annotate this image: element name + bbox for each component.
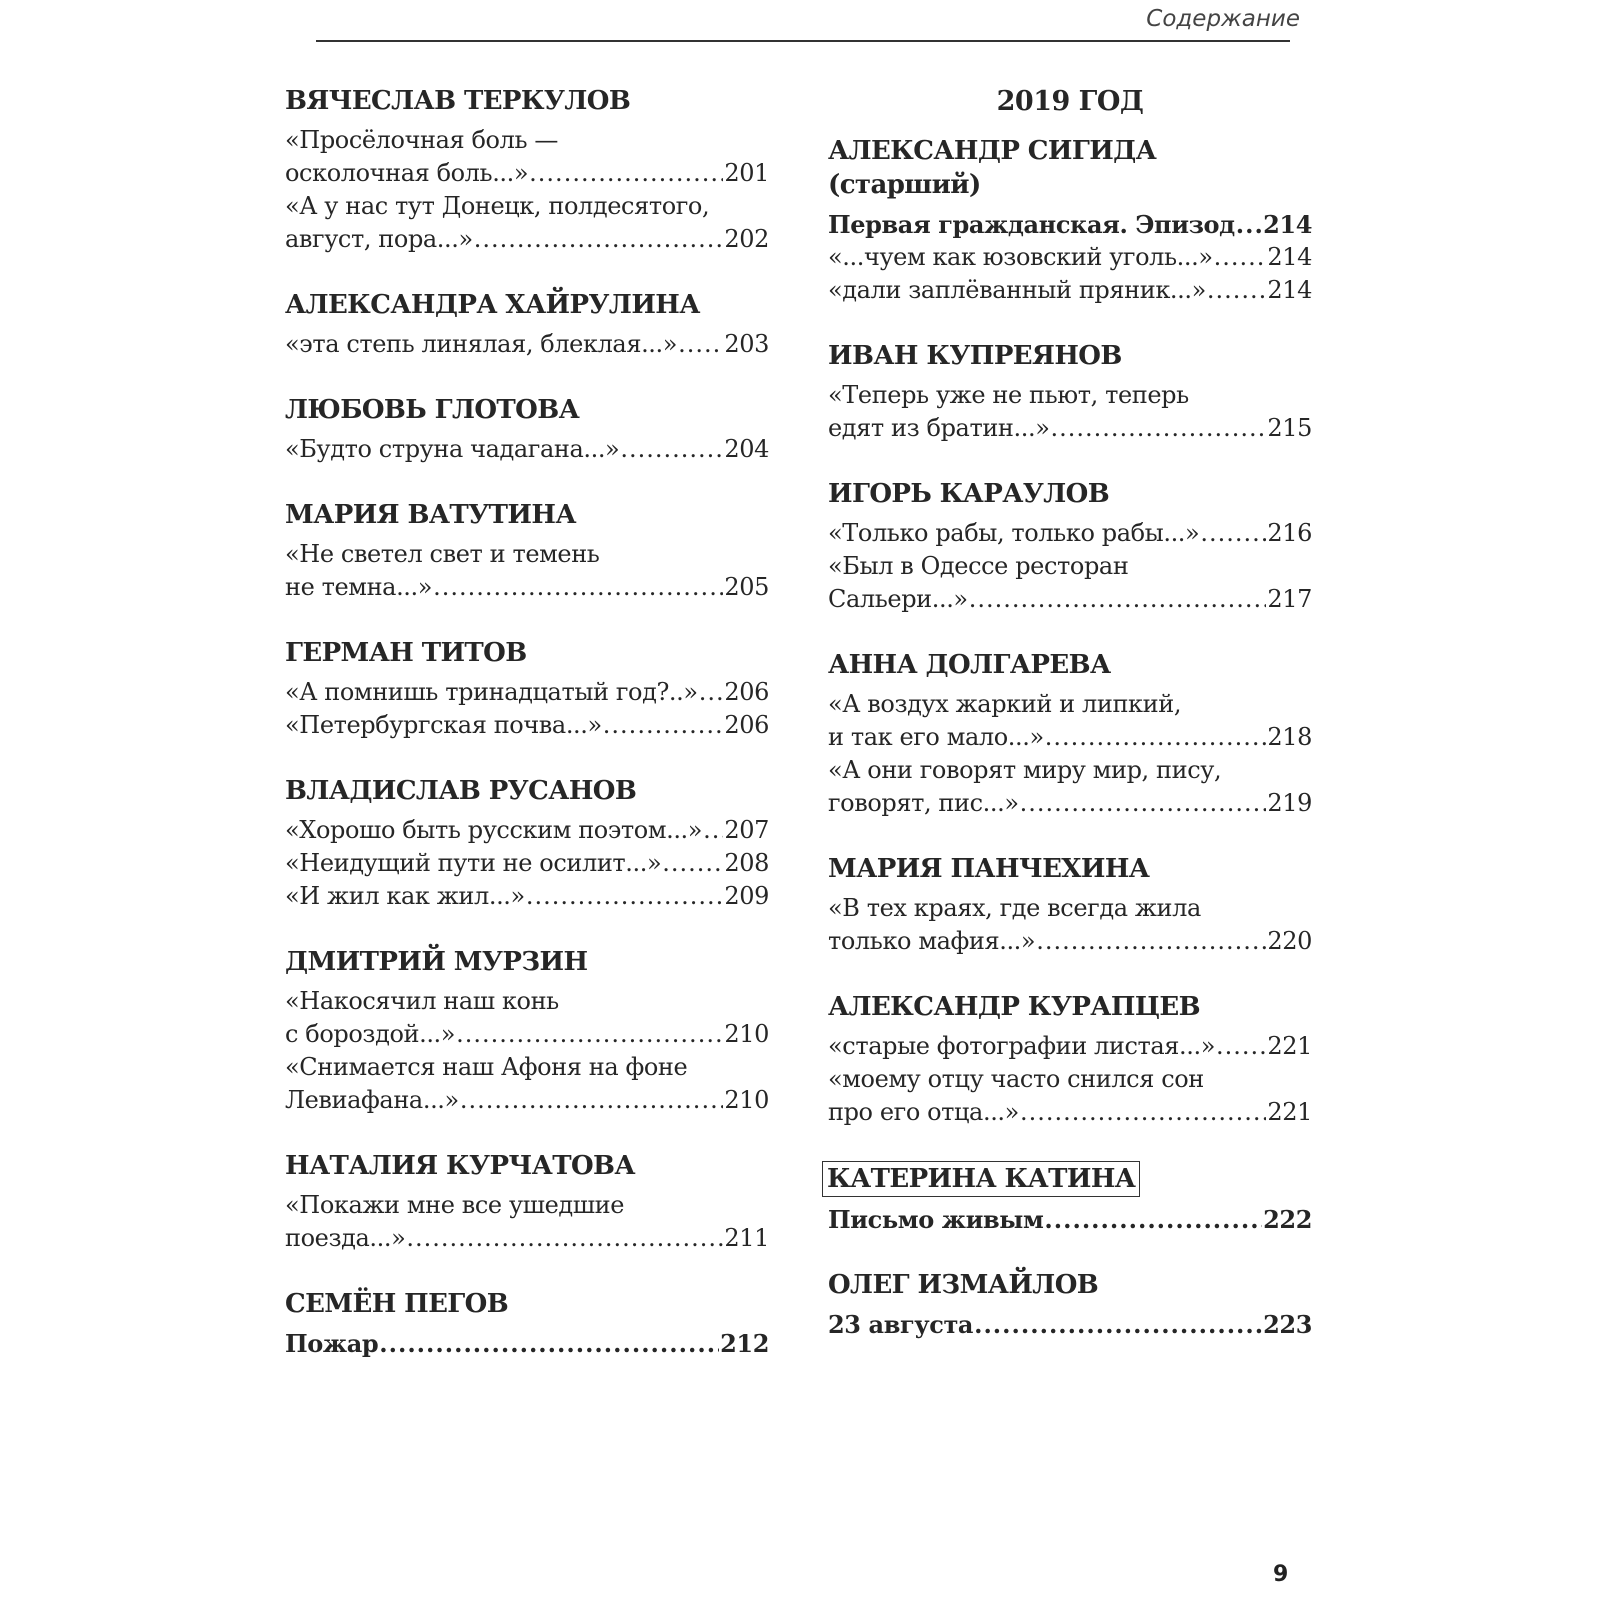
toc-entry [828, 1203, 1312, 1236]
author-name: ДМИТРИЙ МУРЗИН [285, 947, 588, 977]
toc-entry [828, 274, 1312, 307]
author-block [285, 393, 769, 466]
page-ref: 210 [724, 1086, 769, 1114]
dot-leader [433, 571, 723, 604]
entry-last-line [285, 880, 769, 913]
author-block [828, 134, 1312, 307]
page-ref: 214 [1267, 276, 1312, 304]
entry-last-line [828, 274, 1312, 307]
dot-leader [406, 1222, 723, 1255]
author-block [828, 339, 1312, 445]
page-ref: 212 [720, 1329, 769, 1358]
dot-leader [1036, 925, 1266, 958]
header-rule [316, 40, 1290, 42]
author-name: ОЛЕГ ИЗМАЙЛОВ [828, 1270, 1099, 1300]
page-ref: 219 [1267, 789, 1312, 817]
entry-title-line: и так его мало...» [828, 723, 1044, 751]
toc-column-right [828, 84, 1312, 1373]
entry-title-line: «старые фотографии листая...» [828, 1032, 1216, 1060]
author-name: АЛЕКСАНДР КУРАПЦЕВ [828, 992, 1200, 1022]
entry-last-line [828, 787, 1312, 820]
entry-last-line [285, 433, 769, 466]
entry-title-line: только мафия...» [828, 927, 1036, 955]
toc-entry [828, 754, 1312, 820]
toc-entry [828, 1030, 1312, 1063]
dot-leader [703, 814, 723, 847]
entry-title-line: Пожар [285, 1329, 379, 1358]
running-head-title: Содержание [1146, 6, 1300, 32]
page-ref: 215 [1267, 414, 1312, 442]
entry-title-line: про его отца...» [828, 1098, 1019, 1126]
entry-title-line: «Покажи мне все ушедшие [285, 1191, 625, 1219]
page-ref: 206 [724, 678, 769, 706]
entry-title-line: «А они говорят миру мир, пису, [828, 756, 1222, 784]
entry-title-line: не темна...» [285, 573, 433, 601]
dot-leader [603, 709, 724, 742]
entry-last-line [828, 721, 1312, 754]
author-block [285, 636, 769, 742]
entry-title-line: осколочная боль...» [285, 159, 529, 187]
dot-leader [1044, 1203, 1262, 1236]
page-ref: 201 [724, 159, 769, 187]
page-ref: 205 [724, 573, 769, 601]
dot-leader [699, 676, 724, 709]
page-ref: 210 [724, 1020, 769, 1048]
entry-last-line [285, 1327, 769, 1360]
entry-last-line [828, 208, 1312, 241]
entry-title-line: «эта степь линялая, блеклая...» [285, 330, 678, 358]
toc-entry [828, 550, 1312, 616]
dot-leader [678, 328, 723, 361]
entry-title-line: 23 августа [828, 1310, 974, 1339]
entry-title-line: «Снимается наш Афоня на фоне [285, 1053, 688, 1081]
page-ref: 203 [724, 330, 769, 358]
dot-leader [456, 1018, 723, 1051]
toc-entry [285, 190, 769, 256]
entry-last-line [285, 571, 769, 604]
entry-last-line [285, 223, 769, 256]
entry-last-line [828, 1203, 1312, 1236]
toc-entry [828, 208, 1312, 241]
page-ref: 220 [1267, 927, 1312, 955]
dot-leader [1020, 1096, 1266, 1129]
toc-entry [285, 124, 769, 190]
page-ref: 218 [1267, 723, 1312, 751]
author-name: МАРИЯ ВАТУТИНА [285, 500, 576, 530]
entry-title-line: «А воздух жаркий и липкий, [828, 690, 1182, 718]
entry-title-line: едят из братин...» [828, 414, 1050, 442]
author-name: НАТАЛИЯ КУРЧАТОВА [285, 1151, 635, 1181]
entry-last-line [285, 709, 769, 742]
entry-title-line: «В тех краях, где всегда жила [828, 894, 1201, 922]
page-ref: 217 [1267, 585, 1312, 613]
entry-last-line [285, 328, 769, 361]
page-ref: 208 [724, 849, 769, 877]
entry-title-line: «Неидущий пути не осилит...» [285, 849, 662, 877]
page-ref: 214 [1267, 243, 1312, 271]
entry-last-line [828, 517, 1312, 550]
author-block [285, 1287, 769, 1360]
dot-leader [526, 880, 724, 913]
toc-entry [828, 892, 1312, 958]
author-name: КАТЕРИНА КАТИНА [822, 1161, 1140, 1197]
entry-title-line: Сальери...» [828, 585, 968, 613]
entry-title-line: «Будто струна чадагана...» [285, 435, 620, 463]
author-block [285, 498, 769, 604]
entry-last-line [828, 241, 1312, 274]
toc-entry [285, 1051, 769, 1117]
toc-entry [828, 1308, 1312, 1341]
entry-title-line: август, пора...» [285, 225, 473, 253]
entry-last-line [828, 1030, 1312, 1063]
page-ref: 211 [724, 1224, 769, 1252]
entry-last-line [285, 1222, 769, 1255]
entry-title-line: «А помнишь тринадцатый год?..» [285, 678, 698, 706]
entry-last-line [285, 847, 769, 880]
author-name: ЛЮБОВЬ ГЛОТОВА [285, 395, 580, 425]
author-block [285, 945, 769, 1117]
author-block [828, 990, 1312, 1129]
entry-title-line: поезда...» [285, 1224, 406, 1252]
entry-title-line: «Был в Одессе ресторан [828, 552, 1129, 580]
author-name: АЛЕКСАНДР СИГИДА (старший) [828, 136, 1157, 200]
toc-right-authors [828, 134, 1312, 1341]
dot-leader [1214, 241, 1267, 274]
entry-last-line [285, 1084, 769, 1117]
toc-entry [285, 676, 769, 709]
entry-last-line [285, 814, 769, 847]
page-ref: 221 [1267, 1098, 1312, 1126]
dot-leader [529, 157, 723, 190]
toc-entry [285, 1189, 769, 1255]
entry-title-line: «Не светел свет и темень [285, 540, 600, 568]
toc-entry [285, 1327, 769, 1360]
entry-title-line: «Теперь уже не пьют, теперь [828, 381, 1189, 409]
entry-last-line [828, 583, 1312, 616]
year-heading: 2019 ГОД [996, 86, 1144, 117]
dot-leader [1216, 1030, 1266, 1063]
author-name: ИГОРЬ КАРАУЛОВ [828, 479, 1110, 509]
author-name: ГЕРМАН ТИТОВ [285, 638, 527, 668]
page-ref: 206 [724, 711, 769, 739]
dot-leader [1200, 517, 1266, 550]
dot-leader [620, 433, 723, 466]
author-name: АЛЕКСАНДРА ХАЙРУЛИНА [285, 290, 700, 320]
entry-last-line [828, 1308, 1312, 1341]
entry-title-line: «И жил как жил...» [285, 882, 525, 910]
entry-title-line: «Петербургская почва...» [285, 711, 602, 739]
toc-entry [285, 538, 769, 604]
toc-entry [285, 328, 769, 361]
dot-leader [1045, 721, 1267, 754]
dot-leader [460, 1084, 724, 1117]
entry-title-line: говорят, пис...» [828, 789, 1019, 817]
toc-entry [828, 379, 1312, 445]
page-number: 9 [1273, 1562, 1289, 1587]
dot-leader [969, 583, 1267, 616]
dot-leader [1020, 787, 1267, 820]
entry-last-line [828, 412, 1312, 445]
entry-title-line: «А у нас тут Донецк, полдесятого, [285, 192, 710, 220]
toc-entry [828, 688, 1312, 754]
dot-leader [1207, 274, 1267, 307]
toc-entry [285, 847, 769, 880]
author-block [828, 648, 1312, 820]
author-name: СЕМЁН ПЕГОВ [285, 1289, 509, 1319]
page-ref: 222 [1263, 1205, 1312, 1234]
dot-leader [379, 1327, 719, 1360]
toc-column-left [285, 84, 769, 1392]
entry-last-line [285, 676, 769, 709]
author-block [285, 774, 769, 913]
entry-title-line: «дали заплёванный пряник...» [828, 276, 1206, 304]
entry-title-line: «...чуем как юзовский уголь...» [828, 243, 1213, 271]
entry-last-line [285, 1018, 769, 1051]
toc-entry [828, 517, 1312, 550]
entry-title-line: «Только рабы, только рабы...» [828, 519, 1200, 547]
page-ref: 221 [1267, 1032, 1312, 1060]
dot-leader [662, 847, 723, 880]
author-name: ВЛАДИСЛАВ РУСАНОВ [285, 776, 637, 806]
author-block [828, 1268, 1312, 1341]
toc-entry [285, 433, 769, 466]
page-ref: 209 [724, 882, 769, 910]
dot-leader [1051, 412, 1267, 445]
toc-entry [828, 241, 1312, 274]
page-ref: 204 [724, 435, 769, 463]
author-block [828, 852, 1312, 958]
author-name: АННА ДОЛГАРЕВА [828, 650, 1111, 680]
entry-title-line: «моему отцу часто снился сон [828, 1065, 1204, 1093]
author-block [828, 1161, 1312, 1236]
entry-title-line: «Просёлочная боль — [285, 126, 558, 154]
entry-title-line: Письмо живым [828, 1205, 1044, 1234]
dot-leader [974, 1308, 1262, 1341]
entry-last-line [828, 1096, 1312, 1129]
author-name: ИВАН КУПРЕЯНОВ [828, 341, 1122, 371]
page-ref: 223 [1263, 1310, 1312, 1339]
author-name: ВЯЧЕСЛАВ ТЕРКУЛОВ [285, 86, 631, 116]
author-block [285, 84, 769, 256]
entry-title-line: Левиафана...» [285, 1086, 459, 1114]
author-block [285, 1149, 769, 1255]
entry-title-line: «Накосячил наш конь [285, 987, 559, 1015]
page-ref: 202 [724, 225, 769, 253]
toc-entry [285, 880, 769, 913]
dot-leader [1236, 208, 1262, 241]
entry-last-line [285, 157, 769, 190]
entry-title-line: Первая гражданская. Эпизод [828, 210, 1235, 239]
entry-title-line: «Хорошо быть русским поэтом...» [285, 816, 703, 844]
toc-entry [828, 1063, 1312, 1129]
toc-entry [285, 709, 769, 742]
author-block [285, 288, 769, 361]
entry-title-line: с бороздой...» [285, 1020, 456, 1048]
page-ref: 207 [724, 816, 769, 844]
page-ref: 216 [1267, 519, 1312, 547]
author-block [828, 477, 1312, 616]
entry-last-line [828, 925, 1312, 958]
toc-entry [285, 985, 769, 1051]
page-ref: 214 [1263, 210, 1312, 239]
author-name: МАРИЯ ПАНЧЕХИНА [828, 854, 1150, 884]
toc-entry [285, 814, 769, 847]
dot-leader [474, 223, 724, 256]
